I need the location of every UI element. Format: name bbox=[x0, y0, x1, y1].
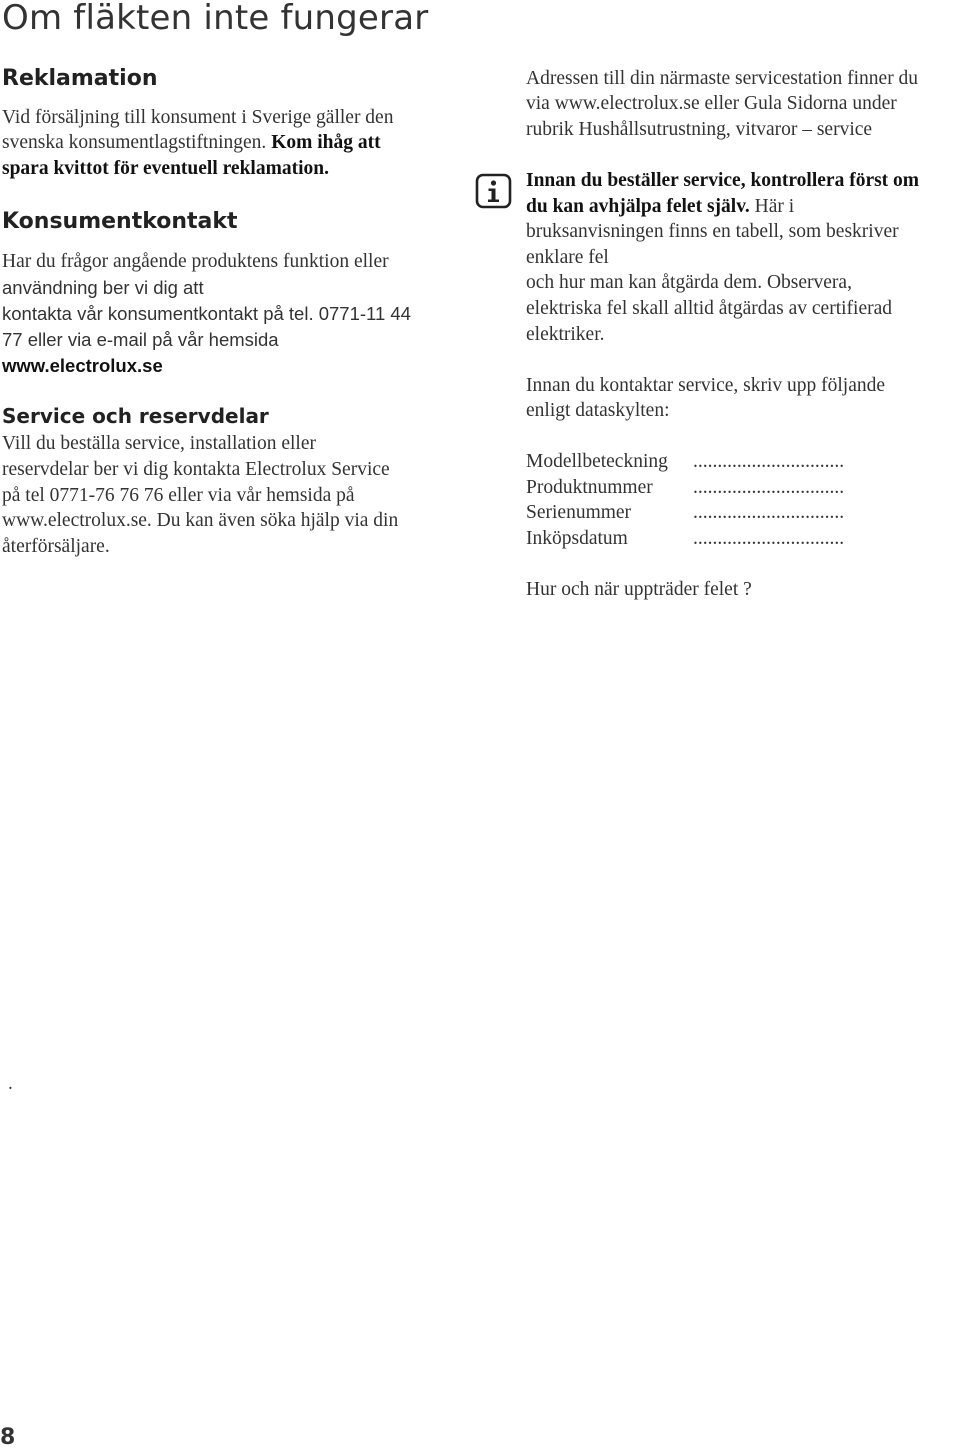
reklamation-bold-text: Kom ihåg att bbox=[271, 132, 381, 153]
before-contact-text-line: Innan du kontaktar service, skriv upp följande bbox=[526, 375, 886, 396]
address-text-line: rubrik Hushållsutrustning, vitvaror – service bbox=[526, 119, 873, 140]
konsumentkontakt-website: www.electrolux.se bbox=[2, 355, 163, 376]
field-dots-serial-number: ............................... bbox=[693, 502, 845, 523]
address-text-line: Adressen till din närmaste servicestation finner du bbox=[526, 68, 919, 89]
info-icon bbox=[474, 171, 514, 211]
info-text-line bbox=[526, 196, 794, 218]
field-label-purchase-date: Inköpsdatum bbox=[526, 528, 628, 549]
info-bold-line: Innan du beställer service, kontrollera först om bbox=[526, 170, 920, 191]
before-contact-text-line: enligt dataskylten: bbox=[526, 400, 670, 421]
info-text-line: elektriska fel skall alltid åtgärdas av certifierad bbox=[526, 298, 892, 319]
konsumentkontakt-text-line: 77 eller via e-mail på vår hemsida bbox=[2, 329, 279, 350]
field-dots-product-number: ............................... bbox=[693, 477, 845, 498]
info-bold-text: du kan avhjälpa felet själv. bbox=[526, 196, 750, 217]
info-text-line: och hur man kan åtgärda dem. Observera, bbox=[526, 272, 852, 293]
konsumentkontakt-text-line: kontakta vår konsumentkontakt på tel. 0771-11 44 bbox=[2, 303, 411, 324]
konsumentkontakt-heading: Konsumentkontakt bbox=[2, 209, 238, 234]
page-number: 8 bbox=[0, 1425, 16, 1450]
reklamation-text-line bbox=[2, 132, 381, 154]
reklamation-text-line: Vid försäljning till konsument i Sverige gäller den bbox=[2, 107, 394, 128]
info-text-line: elektriker. bbox=[526, 324, 605, 345]
field-dots-model: ............................... bbox=[693, 451, 845, 472]
reklamation-text: svenska konsumentlagstiftningen. bbox=[2, 132, 267, 153]
reklamation-bold-line: spara kvittot för eventuell reklamation. bbox=[2, 158, 329, 179]
service-text-line: på tel 0771-76 76 76 eller via vår hemsida på bbox=[2, 485, 355, 506]
service-heading: Service och reservdelar bbox=[2, 404, 269, 428]
fault-question: Hur och när uppträder felet ? bbox=[526, 579, 752, 600]
field-label-model: Modellbeteckning bbox=[526, 451, 668, 472]
field-label-product-number: Produktnummer bbox=[526, 477, 653, 498]
service-text-line: återförsäljare. bbox=[2, 536, 110, 557]
address-text-line: via www.electrolux.se eller Gula Sidorna under bbox=[526, 93, 897, 114]
service-text-line: Vill du beställa service, installation eller bbox=[2, 433, 316, 454]
field-label-serial-number: Serienummer bbox=[526, 502, 632, 523]
service-text-line: reservdelar ber vi dig kontakta Electrolux Service bbox=[2, 459, 390, 480]
konsumentkontakt-text-line: Har du frågor angående produktens funktion eller bbox=[2, 251, 389, 272]
konsumentkontakt-text-line: användning ber vi dig att bbox=[2, 277, 204, 298]
reklamation-heading: Reklamation bbox=[2, 66, 158, 91]
stray-mark: . bbox=[8, 1073, 13, 1094]
page-title: Om fläkten inte fungerar bbox=[2, 0, 429, 38]
info-text-line: enklare fel bbox=[526, 247, 609, 268]
field-dots-purchase-date: ............................... bbox=[693, 528, 845, 549]
info-text-line: bruksanvisningen finns en tabell, som beskriver bbox=[526, 221, 899, 242]
service-text-line: www.electrolux.se. Du kan även söka hjälp via din bbox=[2, 510, 399, 531]
info-inline-text: Här i bbox=[749, 196, 795, 217]
